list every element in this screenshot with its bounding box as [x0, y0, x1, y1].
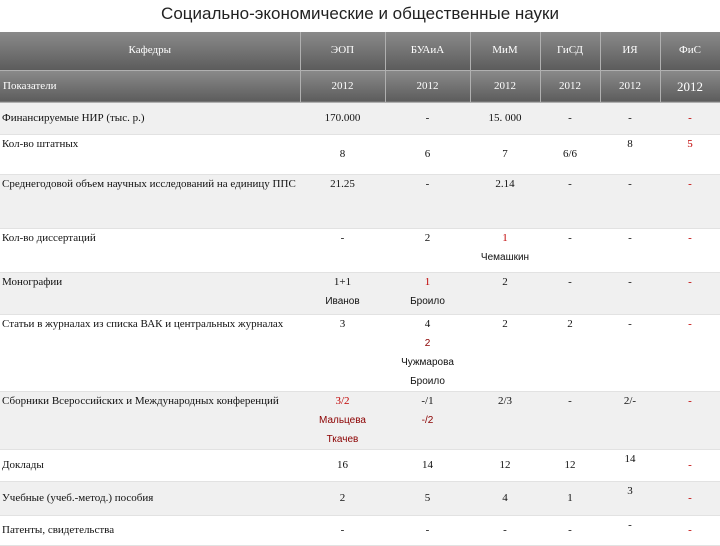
cell: 170.000 [300, 102, 385, 134]
row-label: Кол-во штатных [0, 134, 300, 174]
cell [385, 314, 470, 391]
cell: - [660, 102, 720, 134]
cell: 5 [660, 134, 720, 174]
cell: - [385, 102, 470, 134]
table-row [0, 174, 720, 228]
header-row [0, 32, 720, 70]
table-row [0, 515, 720, 545]
year-cell: 2012 [300, 70, 385, 102]
cell: 5 [385, 481, 470, 515]
cell-value: 1 [502, 231, 508, 244]
row-label: Доклады [0, 449, 300, 481]
cell [300, 272, 385, 314]
header-col: ЭОП [300, 32, 385, 70]
cell: - [600, 272, 660, 314]
cell: - [300, 515, 385, 545]
cell: - [385, 515, 470, 545]
row-label: Среднегодовой объем научных исследований на единицу ППС [0, 174, 300, 228]
cell: - [660, 314, 720, 391]
cell: 21.25 [300, 174, 385, 228]
cell: 2/3 [470, 391, 540, 449]
year-cell: 2012 [540, 70, 600, 102]
cell: - [600, 314, 660, 391]
cell: 2 [385, 228, 470, 272]
cell: 3 [600, 481, 660, 515]
header-pokazateli: Показатели [0, 70, 300, 102]
year-cell: 2012 [385, 70, 470, 102]
year-cell: 2012 [470, 70, 540, 102]
header-col: ГиСД [540, 32, 600, 70]
cell-value: 3/2 [335, 394, 350, 407]
header-col: ИЯ [600, 32, 660, 70]
row-label: Кол-во диссертаций [0, 228, 300, 272]
cell [470, 228, 540, 272]
cell: - [660, 391, 720, 449]
table-row [0, 134, 720, 174]
cell: 2 [470, 314, 540, 391]
author-note: Чужмарова [401, 356, 454, 368]
cell: - [660, 449, 720, 481]
cell: - [600, 174, 660, 228]
cell: 12 [540, 449, 600, 481]
row-label: Учебные (учеб.-метод.) пособия [0, 481, 300, 515]
cell-value: -/1 [421, 394, 434, 407]
cell: - [540, 174, 600, 228]
cell [385, 391, 470, 449]
author-note: Броило [410, 375, 445, 387]
cell: 15. 000 [470, 102, 540, 134]
author-note: Броило [410, 295, 445, 307]
table-row [0, 102, 720, 134]
cell: 8 [300, 134, 385, 174]
cell [300, 391, 385, 449]
row-label: Монографии [0, 272, 300, 314]
cell: 3 [300, 314, 385, 391]
author-note: Ткачев [326, 433, 359, 445]
author-note: Чемашкин [480, 251, 530, 263]
cell: - [540, 228, 600, 272]
cell: 2 [470, 272, 540, 314]
author-note: Мальцева [319, 414, 366, 426]
author-note: 2 [424, 337, 431, 349]
cell [385, 272, 470, 314]
cell: - [470, 515, 540, 545]
table-row [0, 481, 720, 515]
table-row [0, 228, 720, 272]
row-label: Статьи в журналах из списка ВАК и центральных журналах [0, 314, 300, 391]
cell: 1 [540, 481, 600, 515]
cell: 2/- [600, 391, 660, 449]
header-kafedry: Кафедры [0, 32, 300, 70]
cell: - [600, 228, 660, 272]
cell: - [660, 481, 720, 515]
row-label: Финансируемые НИР (тыс. р.) [0, 102, 300, 134]
cell: 12 [470, 449, 540, 481]
cell: 4 [470, 481, 540, 515]
table-row [0, 449, 720, 481]
cell: - [540, 102, 600, 134]
cell: 2.14 [470, 174, 540, 228]
cell: 6 [385, 134, 470, 174]
table-row [0, 314, 720, 391]
author-note: -/2 [421, 414, 434, 426]
cell: 6/6 [540, 134, 600, 174]
cell: - [540, 515, 600, 545]
cell: 7 [470, 134, 540, 174]
science-table [0, 32, 720, 546]
cell: 14 [385, 449, 470, 481]
author-note: Иванов [325, 295, 360, 307]
table-row [0, 272, 720, 314]
cell: - [300, 228, 385, 272]
table-row [0, 391, 720, 449]
cell: - [660, 228, 720, 272]
cell: - [660, 174, 720, 228]
cell-value: 1 [424, 275, 431, 288]
header-col: МиМ [470, 32, 540, 70]
cell-value: 1+1 [333, 275, 352, 288]
cell: 14 [600, 449, 660, 481]
header-col: БУАиА [385, 32, 470, 70]
header-col: ФиС [660, 32, 720, 70]
cell: - [660, 272, 720, 314]
cell: - [600, 102, 660, 134]
page-title: Социально-экономические и общественные науки [161, 4, 559, 23]
cell: - [385, 174, 470, 228]
cell: - [600, 515, 660, 545]
cell: - [660, 515, 720, 545]
cell: 16 [300, 449, 385, 481]
cell: - [540, 272, 600, 314]
cell-value: 4 [424, 317, 431, 330]
cell: 2 [540, 314, 600, 391]
cell: 2 [300, 481, 385, 515]
year-cell: 2012 [600, 70, 660, 102]
row-label: Патенты, свидетельства [0, 515, 300, 545]
row-label: Сборники Всероссийских и Международных конференций [0, 391, 300, 449]
year-row [0, 70, 720, 102]
cell: 8 [600, 134, 660, 174]
cell: - [540, 391, 600, 449]
year-cell: 2012 [660, 70, 720, 102]
